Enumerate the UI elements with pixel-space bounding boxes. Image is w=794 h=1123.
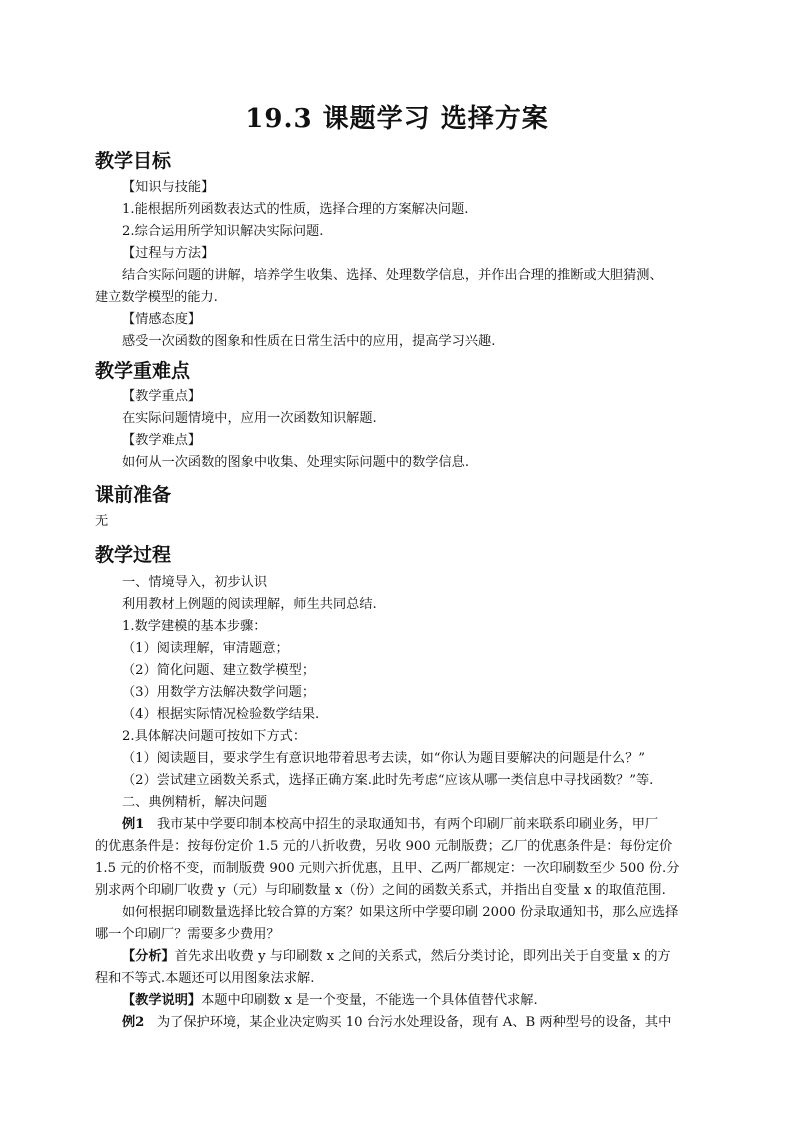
example-1-line-6: 哪一个印刷厂？需要多少费用？ (95, 927, 280, 942)
process-text-1: 结合实际问题的讲解，培养学生收集、选择、处理数学信息，并作出合理的推断或大胆猜测、 (122, 268, 663, 283)
process-line-9: （1）阅读题目，要求学生有意识地带着思考去读，如“你认为题目要解决的问题是什么？” (122, 751, 645, 766)
process-text-2: 建立数学模型的能力. (95, 290, 218, 305)
process-line-11: 二、典例精析，解决问题 (122, 795, 268, 810)
process-line-2: 利用教材上例题的阅读理解，师生共同总结. (122, 597, 377, 612)
key-text: 在实际问题情境中，应用一次函数知识解题. (122, 411, 377, 426)
process-line-5: （2）简化问题、建立数学模型； (122, 663, 316, 678)
attitude-tag: 【情感态度】 (122, 312, 202, 327)
process-tag: 【过程与方法】 (122, 246, 215, 261)
knowledge-tag: 【知识与技能】 (122, 180, 215, 195)
analysis-text-1: 首先求出收费 y 与印刷数 x 之间的关系式，然后分类讨论，即列出关于自变量 x 的方 (174, 949, 671, 964)
process-line-10: （2）尝试建立函数关系式，选择正确方案.此时先考虑“应该从哪一类信息中寻找函数？”等. (122, 773, 654, 788)
example-1-line-3: 1.5 元的价格不变，而制版费 900 元则六折优惠，且甲、乙两厂都规定：一次印刷数至少 500 份.分 (95, 861, 680, 876)
knowledge-item-2: 2.综合运用所学知识解决实际问题. (122, 224, 324, 239)
section-heading-goals: 教学目标 (95, 150, 172, 172)
section-heading-key-points: 教学重难点 (95, 360, 191, 382)
difficulty-text: 如何从一次函数的图象中收集、处理实际问题中的数学信息. (122, 455, 470, 470)
process-line-6: （3）用数学方法解决数学问题； (122, 685, 316, 700)
preparation-text: 无 (95, 514, 109, 529)
knowledge-item-1: 1.能根据所列函数表达式的性质，选择合理的方案解决问题. (122, 202, 469, 217)
key-tag: 【教学重点】 (122, 389, 202, 404)
process-line-3: 1.数学建模的基本步骤： (122, 619, 267, 634)
analysis-label: 【分析】 (122, 949, 175, 964)
teaching-note-text: 本题中印刷数 x 是一个变量，不能选一个具体值替代求解. (201, 993, 538, 1008)
page-title: 19.3 课题学习 选择方案 (245, 104, 549, 134)
example-1-label: 例1 (122, 817, 145, 832)
example-1-line-2: 的优惠条件是：按每份定价 1.5 元的八折收费，另收 900 元制版费；乙厂的优惠条件是：每份定价 (95, 839, 673, 854)
example-1-line-5: 如何根据印刷数量选择比较合算的方案？如果这所中学要印刷 2000 份录取通知书，那么应选择 (122, 905, 679, 920)
teaching-note-line (122, 990, 538, 1012)
example-2-text-1: 为了保护环境，某企业决定购买 10 台污水处理设备，现有 A、B 两种型号的设备，其中 (156, 1015, 672, 1030)
example-1-line-4: 别求两个印刷厂收费 y（元）与印刷数量 x（份）之间的函数关系式，并指出自变量 x 的取值范围. (95, 883, 666, 898)
analysis-line-2: 程和不等式.本题还可以用图象法求解. (95, 971, 315, 986)
example-2-line-1 (122, 1012, 671, 1034)
process-line-8: 2.具体解决问题可按如下方式： (122, 729, 307, 744)
section-heading-preparation: 课前准备 (95, 484, 172, 506)
attitude-text: 感受一次函数的图象和性质在日常生活中的应用，提高学习兴趣. (122, 334, 496, 349)
process-line-4: （1）阅读理解，审清题意； (122, 641, 289, 656)
section-heading-process: 教学过程 (95, 544, 172, 566)
example-1-text-1: 我市某中学要印制本校高中招生的录取通知书，有两个印刷厂前来联系印刷业务，甲厂 (156, 817, 659, 832)
analysis-line-1 (122, 946, 671, 968)
example-1-line-1 (122, 814, 658, 836)
teaching-note-label: 【教学说明】 (122, 993, 202, 1008)
example-2-label: 例2 (122, 1015, 145, 1030)
difficulty-tag: 【教学难点】 (122, 433, 202, 448)
process-line-1: 一、情境导入，初步认识 (122, 575, 268, 590)
process-line-7: （4）根据实际情况检验数学结果. (122, 707, 320, 722)
